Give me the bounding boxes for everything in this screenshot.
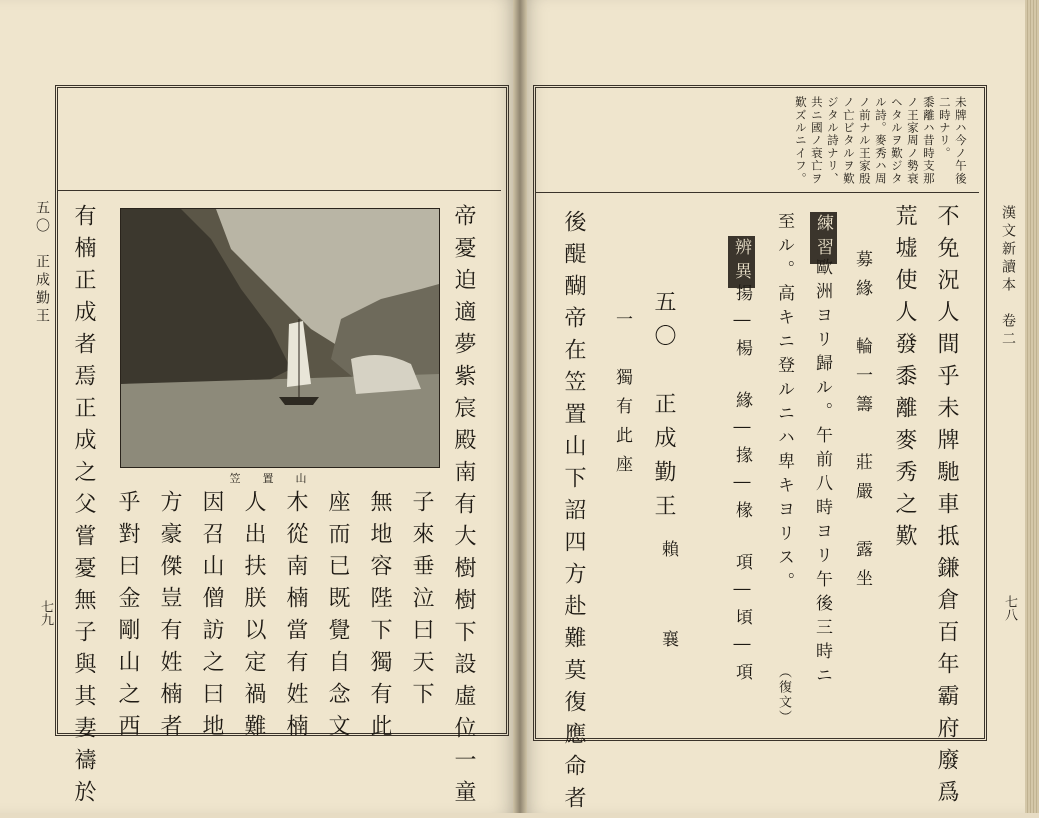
headnote-line-7: ノ前ナル王家殷 — [857, 96, 872, 185]
exercise-note: （復文） — [776, 665, 791, 725]
lesson-title: 五〇 正成勤王 — [651, 290, 676, 528]
mountain-river-sailboat-photo — [120, 208, 440, 468]
right-running-header: 漢文新讀本 卷二 — [1000, 205, 1016, 349]
left-header-rule — [58, 190, 501, 191]
left-column-9: 乎對曰金剛山之西 — [115, 490, 140, 746]
lesson-subtitle: 一 獨有此座 — [612, 310, 632, 484]
headnote-line-2: 二時ナリ。 — [937, 96, 952, 160]
lesson-column-1: 後醍醐帝在笠置山下詔四方赴難莫復應命者 — [561, 210, 586, 818]
left-column-1: 帝憂迫適夢紫宸殿南有大樹樹下設虛位一童 — [451, 204, 476, 812]
left-page — [0, 0, 519, 813]
left-column-10: 有楠正成者焉正成之父嘗憂無子與其妻禱於 — [71, 204, 96, 812]
book-spine — [513, 0, 527, 813]
lesson-author: 賴 襄 — [658, 540, 678, 675]
headnote-line-4: ノ王家周ノ勢衰 — [905, 96, 920, 185]
headnote-line-9: ジタル詩ナリ、 — [825, 96, 840, 185]
page-edge — [1025, 0, 1039, 813]
exercise-label: 練習 — [810, 212, 837, 264]
left-running-header: 五〇 正成勤王 — [34, 200, 50, 326]
left-column-5: 木從南楠當有姓楠 — [283, 490, 308, 746]
headnote-line-1: 未牌ハ今ノ午後 — [953, 96, 968, 185]
headnote-line-10: 共ニ國ノ衰亡ヲ — [809, 96, 824, 185]
left-column-3: 無地容陛下獨有此 — [367, 490, 392, 746]
exercise-line-2: 至ル。高キニ登ルニハ卑キヨリス。 — [774, 212, 794, 596]
right-column-1: 不免況人間乎未牌馳車抵鎌倉百年霸府廢爲 — [934, 204, 959, 812]
right-header-rule — [536, 192, 979, 193]
headnote-line-11: 歎ズルニイフ。 — [793, 96, 808, 185]
photo-caption: 笠置山 — [229, 472, 329, 485]
left-column-6: 人出扶朕以定禍難 — [241, 490, 266, 746]
headnote-line-6: ル詩。麥秀ハ周 — [873, 96, 888, 185]
right-page-number: 七八 — [1002, 595, 1017, 621]
left-column-4: 座而已既覺自念文 — [325, 490, 350, 746]
right-page — [520, 0, 1039, 818]
distinguish-line: 揚―楊 緣―掾―椽 項―頃―項 — [732, 284, 752, 689]
right-column-2: 荒墟使人發黍離麥秀之歎 — [892, 204, 917, 556]
left-column-2: 子來垂泣曰天下 — [409, 490, 434, 714]
distinguish-label: 辨異 — [728, 236, 755, 288]
headnote-line-8: ノ亡ビタルヲ歎 — [841, 96, 856, 185]
left-column-7: 因召山僧訪之曰地 — [199, 490, 224, 746]
left-page-number: 七九 — [38, 600, 53, 626]
headnote-line-3: 黍離ハ昔時支那 — [921, 96, 936, 185]
headnote-line-5: ヘタルヲ歎ジタ — [889, 96, 904, 185]
left-column-8: 方豪傑豈有姓楠者 — [157, 490, 182, 746]
exercise-words: 募緣 輪一籌 莊嚴 露坐 — [852, 250, 872, 598]
exercise-line-1: 歐洲ヨリ歸ル。午前八時ヨリ午後三時ニ — [812, 258, 832, 690]
